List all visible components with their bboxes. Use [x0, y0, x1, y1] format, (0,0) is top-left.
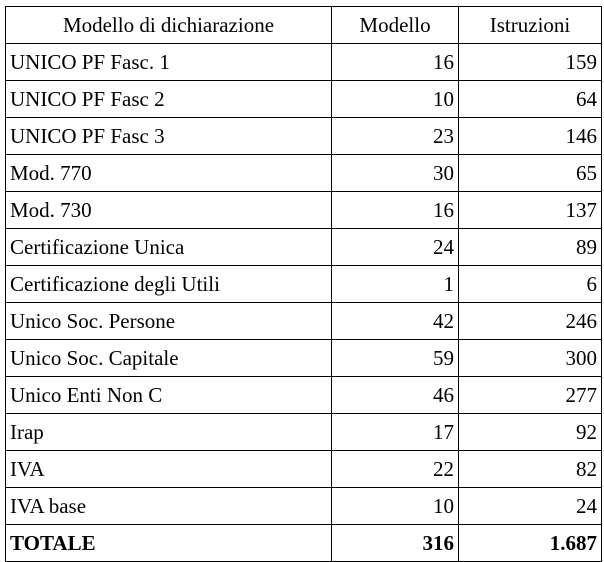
header-istruzioni: Istruzioni: [459, 7, 602, 44]
row-name: IVA: [6, 451, 332, 488]
table-row: [6, 303, 602, 340]
row-name: Unico Soc. Persone: [6, 303, 332, 340]
total-label: TOTALE: [6, 525, 332, 562]
row-istruzioni: 82: [459, 451, 602, 488]
table-row: [6, 81, 602, 118]
header-modello: Modello: [332, 7, 459, 44]
row-istruzioni: 300: [459, 340, 602, 377]
row-modello: 42: [332, 303, 459, 340]
row-name: UNICO PF Fasc. 1: [6, 44, 332, 81]
table-header-row: [6, 7, 602, 44]
table-row: [6, 266, 602, 303]
row-istruzioni: 64: [459, 81, 602, 118]
row-modello: 59: [332, 340, 459, 377]
table-row: [6, 118, 602, 155]
table-row: [6, 229, 602, 266]
row-istruzioni: 92: [459, 414, 602, 451]
table-row: [6, 377, 602, 414]
row-istruzioni: 246: [459, 303, 602, 340]
row-name: Certificazione Unica: [6, 229, 332, 266]
total-istruzioni: 1.687: [459, 525, 602, 562]
table-row: [6, 451, 602, 488]
row-modello: 23: [332, 118, 459, 155]
row-istruzioni: 146: [459, 118, 602, 155]
row-name: UNICO PF Fasc 2: [6, 81, 332, 118]
row-name: Irap: [6, 414, 332, 451]
table-row: [6, 488, 602, 525]
row-name: UNICO PF Fasc 3: [6, 118, 332, 155]
row-modello: 17: [332, 414, 459, 451]
row-istruzioni: 137: [459, 192, 602, 229]
row-istruzioni: 24: [459, 488, 602, 525]
row-name: Mod. 770: [6, 155, 332, 192]
row-modello: 16: [332, 44, 459, 81]
table-row: [6, 414, 602, 451]
row-modello: 10: [332, 81, 459, 118]
row-modello: 22: [332, 451, 459, 488]
header-modello-di-dichiarazione: Modello di dichiarazione: [6, 7, 332, 44]
row-name: Unico Soc. Capitale: [6, 340, 332, 377]
total-modello: 316: [332, 525, 459, 562]
table-row: [6, 44, 602, 81]
total-row: [6, 525, 602, 562]
row-istruzioni: 65: [459, 155, 602, 192]
table-row: [6, 340, 602, 377]
row-modello: 1: [332, 266, 459, 303]
row-istruzioni: 277: [459, 377, 602, 414]
row-modello: 30: [332, 155, 459, 192]
table-row: [6, 155, 602, 192]
declaration-models-table: [5, 6, 602, 562]
row-modello: 16: [332, 192, 459, 229]
row-istruzioni: 159: [459, 44, 602, 81]
row-name: Mod. 730: [6, 192, 332, 229]
row-istruzioni: 89: [459, 229, 602, 266]
row-modello: 24: [332, 229, 459, 266]
row-modello: 46: [332, 377, 459, 414]
row-name: Unico Enti Non C: [6, 377, 332, 414]
row-name: IVA base: [6, 488, 332, 525]
row-modello: 10: [332, 488, 459, 525]
table-row: [6, 192, 602, 229]
row-name: Certificazione degli Utili: [6, 266, 332, 303]
row-istruzioni: 6: [459, 266, 602, 303]
